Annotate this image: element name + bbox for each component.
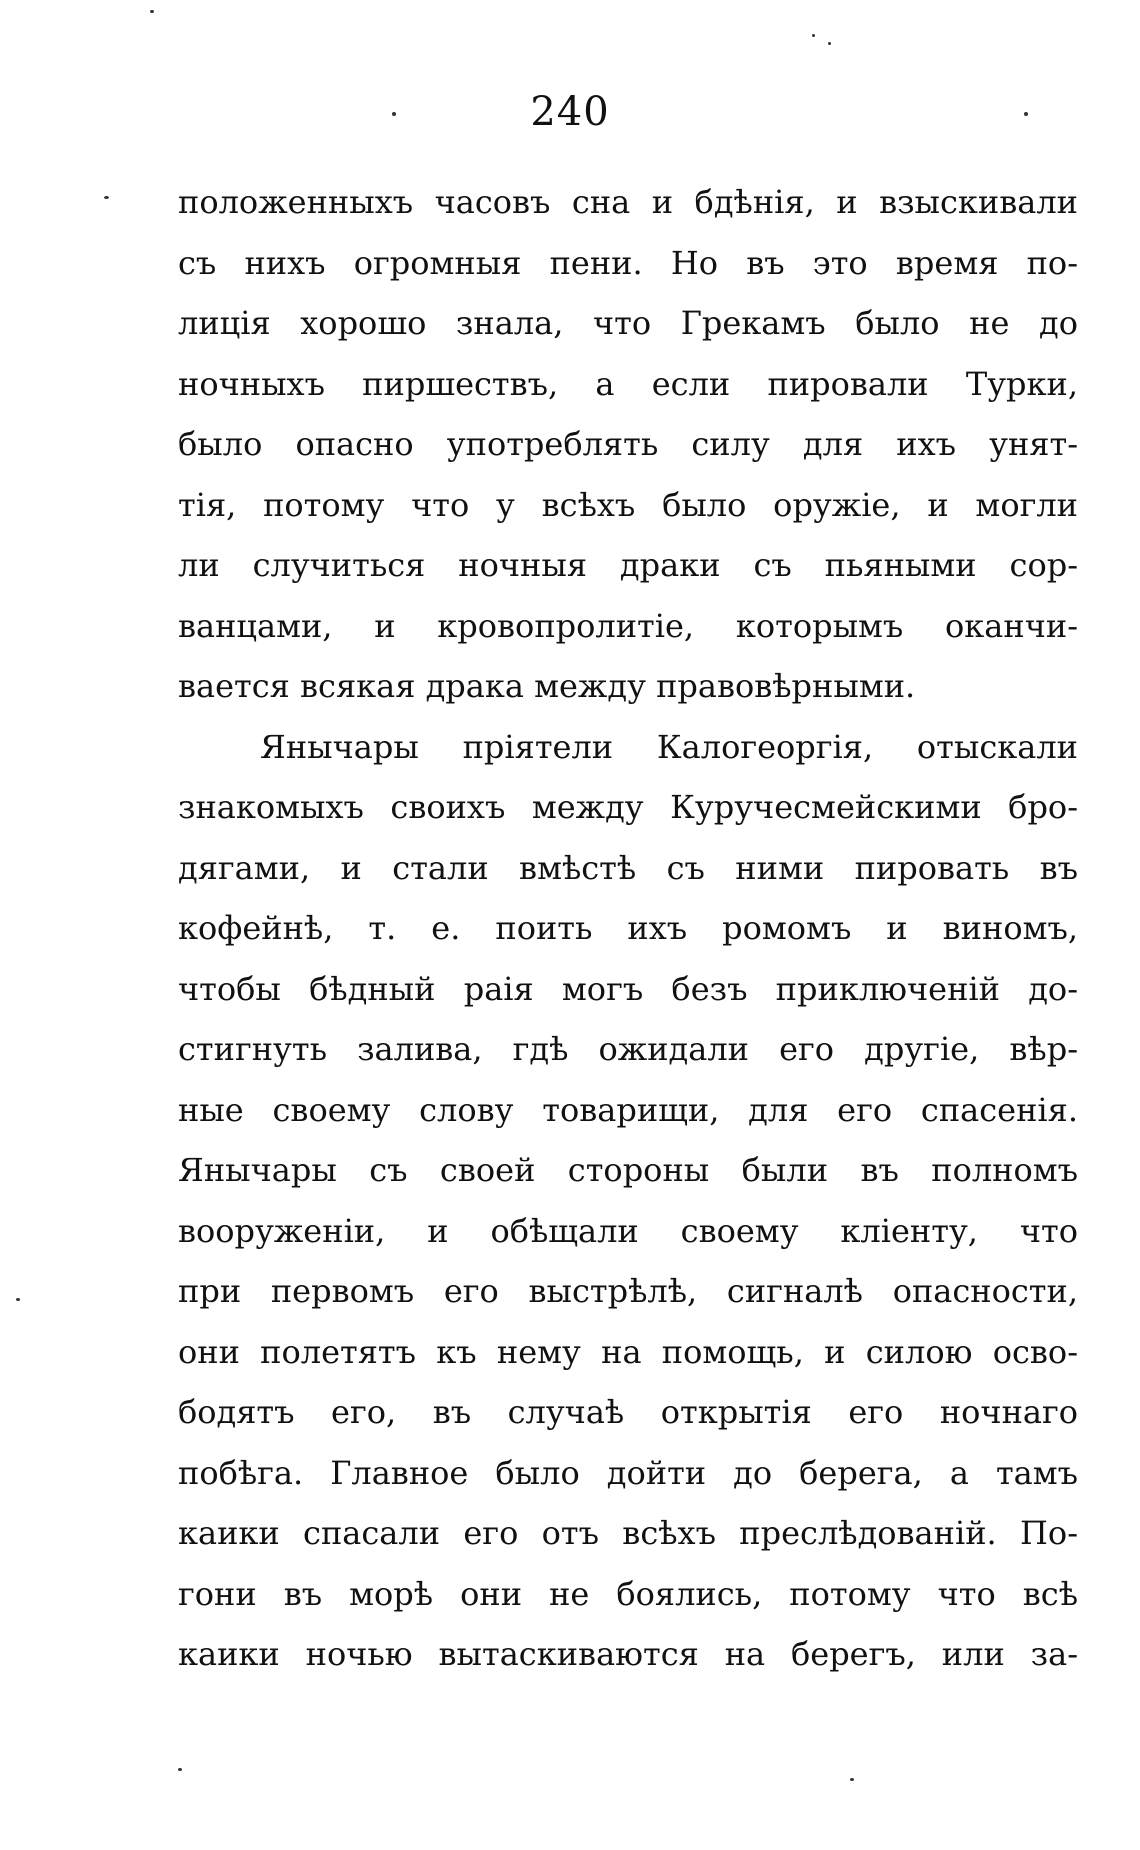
text-line: гони въ морѣ они не боялись, потому что всѣ xyxy=(178,1574,1078,1613)
text-line: побѣга. Главное было дойти до берега, а тамъ xyxy=(178,1453,1078,1492)
text-line: они полетятъ къ нему на помощь, и силою осво- xyxy=(178,1332,1078,1371)
text-line: Янычары пріятели Калогеоргія, отыскали xyxy=(260,727,1078,766)
scan-speck xyxy=(812,34,815,37)
scan-speck xyxy=(178,1768,182,1771)
text-line: чтобы бѣдный раія могъ безъ приключеній до- xyxy=(178,969,1078,1008)
scan-speck xyxy=(850,1778,854,1781)
text-line: ные своему слову товарищи, для его спасенія. xyxy=(178,1090,1078,1129)
text-line: знакомыхъ своихъ между Куручесмейскими бро- xyxy=(178,788,1078,826)
text-line: положенныхъ часовъ сна и бдѣнія, и взыскивали xyxy=(178,183,1078,221)
text-line: кофейнѣ, т. е. поить ихъ ромомъ и виномъ, xyxy=(178,909,1078,947)
page-number: 240 xyxy=(530,89,610,135)
text-line: каики спасали его отъ всѣхъ преслѣдованій. По- xyxy=(178,1514,1078,1552)
text-line: каики ночью вытаскиваются на берегъ, или за- xyxy=(178,1635,1078,1673)
text-line: ванцами, и кровопролитіе, которымъ оканчи- xyxy=(178,606,1078,645)
text-line: Янычары съ своей стороны были въ полномъ xyxy=(178,1151,1078,1189)
scan-speck xyxy=(104,196,109,199)
text-line: бодятъ его, въ случаѣ открытія его ночнаго xyxy=(178,1393,1078,1431)
paragraph-2 xyxy=(178,717,1078,1685)
scan-speck xyxy=(1024,112,1028,116)
text-line: лиція хорошо знала, что Грекамъ было не до xyxy=(178,304,1078,342)
body-text xyxy=(178,172,1078,1685)
text-line: дягами, и стали вмѣстѣ съ ними пировать въ xyxy=(178,848,1078,887)
text-line: вается всякая драка между правовѣрными. xyxy=(178,667,916,705)
text-line: было опасно употреблять силу для ихъ унят- xyxy=(178,425,1078,463)
scan-speck xyxy=(828,42,831,45)
text-line: съ нихъ огромныя пени. Но въ это время по- xyxy=(178,243,1078,282)
text-line: вооруженіи, и обѣщали своему кліенту, что xyxy=(178,1211,1078,1250)
paragraph-1 xyxy=(178,172,1078,717)
text-line: при первомъ его выстрѣлѣ, сигналѣ опасности, xyxy=(178,1272,1078,1310)
scan-speck xyxy=(150,10,154,13)
text-line: тія, потому что у всѣхъ было оружіе, и могли xyxy=(178,485,1078,524)
scan-speck xyxy=(392,112,396,116)
text-line: стигнуть залива, гдѣ ожидали его другіе, вѣр- xyxy=(178,1030,1078,1068)
scan-speck xyxy=(16,1298,20,1301)
text-line: ли случиться ночныя драки съ пьяными сор- xyxy=(178,546,1078,584)
text-line: ночныхъ пиршествъ, а если пировали Турки, xyxy=(178,364,1078,403)
